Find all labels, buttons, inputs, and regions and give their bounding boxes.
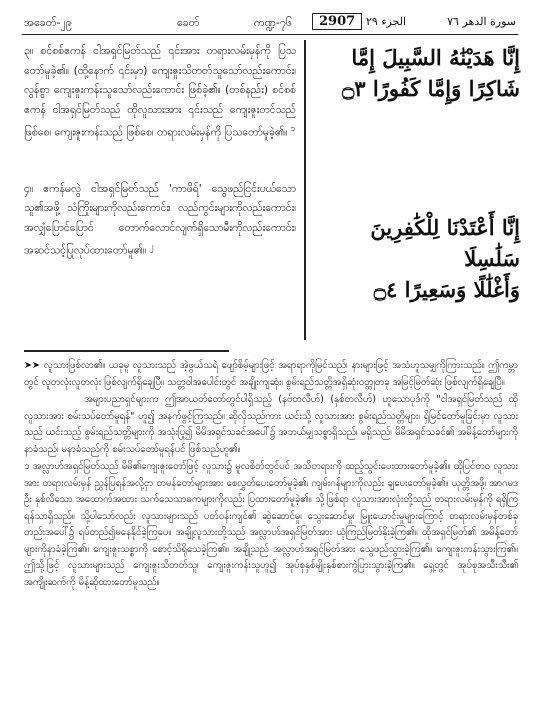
footnote-rule [24,350,229,352]
arabic-verse-3-line-1: إِنَّا هَدَيْنَٰهُ السَّبِيلَ إِمَّا [351,45,520,70]
arabic-verse-4-line-2: وَأَغْلَٰلًا وَسَعِيرًا ۝٤ [373,277,520,302]
translation-column [24,42,296,261]
page-number: 2907 [312,13,362,30]
header-juz-left: အခေတ်-၂၉ [24,16,73,29]
translation-verse-3-text: ၃။ စင်စစ်ဧကန် ငါအရှင်မြတ်သည် ၎င်းအား တရားလမ်းမှန်ကို ပြသတော်မူခဲ့၏။ (ထို့နောက် ၎င်းမှာ) ကျေးဇူးသိတတ်သူသော်လည်းကောင်း၊ လွန်စွာ ကျေးဇူးကန်းသူသော်လည်းကောင်း ဖြစ်ခဲ့၏။ (တစ်နည်း) စင်စစ်ဧကန် ငါအရှင်မြတ်သည် ထိုလူသားအား ၎င်းသည် ကျေးဇူးတင်သည်ဖြစ်စေ၊ ကျေးဇူးကန်းသည် ဖြစ်စေ၊ တရားလမ်းမှန်ကို ပြသတော်မူခဲ့၏။ [24,45,296,139]
footnote-paragraph: အများပညာရှင်များက ဤအာယတ်တော်တွင်ပါရှိသည့် (နဗ်တလီဟ်) (နှစ်တလီဟ်) ဟူသောပုဒ်ကို "ငါအရှင်မြတ်သည် ထိုလူသားအား စမ်းသပ်တော်မူရန်" ဟူ၍ အနက်ဖွင့်ကြသည်။ ဆိုလိုသည်ကား ယင်းသို့ လူသားအား စွမ်းရည်သတ္တိများ၊ ရှိမြင်တော်မူခြင်းမှာ လူသားသည် ယင်းသည့် စွမ်းရည်သတ္တိများကို အသုံးပြု၍ မိမိအရှင်သခင်အပေါ်၌ အဘယ်မျှသစ္စာရှိသည်၊ မရှိသည်၊ မိမိအရှင်သခင်၏ အမိန့်တော်များကို နာခံသည်၊ မနာခံသည်ကို စမ်းသပ်တော်မူရန်ပင် ဖြစ်သည်ဟူ၏။ [24,394,518,455]
verse-spacer [312,156,520,212]
header-surah-arabic: سورة الدهر ٧٦ [447,15,516,28]
translation-verse-4-text: ၄။ ဧကန်မလွဲ ငါအရှင်မြတ်သည် 'ကာဖိရ်' သွေဖည်ငြင်းပယ်သောသူ၏အဖို့ သံကြိုးများကိုလည်းကောင်း၊ လည်ကွင်းများကိုလည်းကောင်း၊ အလျှံပြောင်ပြောင် တောက်လောင်လျက်ရှိသောမီးကိုလည်းကောင်း၊ အဆင်သင့်ပြုလုပ်ထားတော်မူ၏။ [24,182,296,257]
footnote-1: ၁ အလ္လာဟ်အရှင်မြတ်သည် မိမိ၏ကျေးဇူးတော်ဖြင့် လူသား၌ မူလစိတ်တွင်ပင် အသိတရားကို ထည့်သွင်းပေးထားတော်မူခဲ့၏။ ထိုပြင်တဝ လူသားအား တရားလမ်းမှန် ညွှန်ပြရန်အလို့ငှာ တမန်တော်များအား စေလွှတ်ပေးတော်မူခဲ့၏၊ ကျမ်းဂန်များကိုလည်း ချပေးတော်မူခဲ့၏။ ယုတ္တိအဖို့၊ အာဂမဒဦး နှစ်လီသော အထောက်အထား သက်သေသာဓကများကိုလည်း ပြထားတော်မူခဲ့၏။ သို့ဖြစ်ရာ လူသားအားလုံးတို့သည် တရားလမ်းမှန်ကို ရရှိကြရန်သာရှိသည်။ သို့ပါသော်လည်း လူသားများသည် ပတ်ဝန်းကျင်၏ ဆွဲဆောင်မှု၊ သွေးဆောင်မှု၊ မြူးယောင်းမှုများကြောင့် တရားလမ်းမှန်တစ်ခုတည်းအပေါ်၌ ရပ်တည်၍မနေနိုင်ခဲ့ကြပေ။ အချို့လူသားတို့သည် အလ္လာဟ်အရှင်မြတ်အား ယုံကြည်မြတ်နိုးခဲ့ကြ၏။ ထိုအရှင်မြတ်၏ အမိန့်တော်များကိုနာခံခဲ့ကြ၏။ ကျေးဇူးသစ္စာကို စောင့်သိရိုသေခဲ့ကြ၏။ အချို့သည် အလ္လာဟ်အရှင်မြတ်အား သွေဖည်သွားခဲ့ကြ၏။ ကျေးဇူးကန်းသွားကြ၏။ ဤသို့ဖြင့် လူသားများသည် ကျေးဇူးသိတတ်သူ၊ ကျေးဇူးကန်းသူဟူ၍ အုပ်စုနှစ်မျိုးနှစ်စားကွဲပြားသွားခဲ့ကြ၏။ ရှေ့တွင် အုပ်စုအသီးသီး၏ အကျိုးဆက်ကို မိန့်ဆိုထားတော်မူသည်။ [24,461,518,588]
page-header [22,12,518,35]
header-juz-arabic: الجزء ٢٩ [366,15,407,28]
footnotes [24,358,518,591]
arabic-verse-3-line-2: شَاكِرًا وَإِمَّا كَفُورًا ۝٣ [341,76,520,101]
arabic-column [312,42,520,357]
arabic-verse-3 [312,42,520,104]
arabic-verse-4-line-1: إِنَّا أَعْتَدْنَا لِلْكَٰفِرِينَ سَلَٰسِلَا [370,215,520,271]
footnote-marker-1: ၁ [290,124,296,135]
translation-verse-4 [24,180,296,262]
translation-verse-3 [24,42,296,144]
footnote-continuation: ➤➤ လူသားဖြစ်လာ၏။ ယခုမူ လူသားသည် အဲ့ဖွယ်သရဲ ဖျော်စိမ့်များဖြင့် အရာရာကိုမြင်သည်၊ နားများဖြင့် အသံဟူသမျှကိုကြားသည်။ ဤကမ္ဘာတွင် လူတလုံးလူတလုံး ဖြစ်လျက်ရှိချေပြီ။ သတ္တဝါအပေါင်းတွင် အချိုးကျဆုံး၊ စွမ်းရည်သတ္တိအရှိဆုံးဝတ္ထုတခု အမြင့်မြတ်ဆုံး ဖြစ်လျက်ရှိချေပြီ။ [24,360,518,388]
footnote-marker-2: ၂ [149,242,154,253]
header-center: ခေတ် [177,16,200,29]
column-divider [304,40,306,340]
header-surah-number: ကဏ္ဍ-၇၆ [254,16,293,29]
arabic-verse-4 [312,212,520,305]
